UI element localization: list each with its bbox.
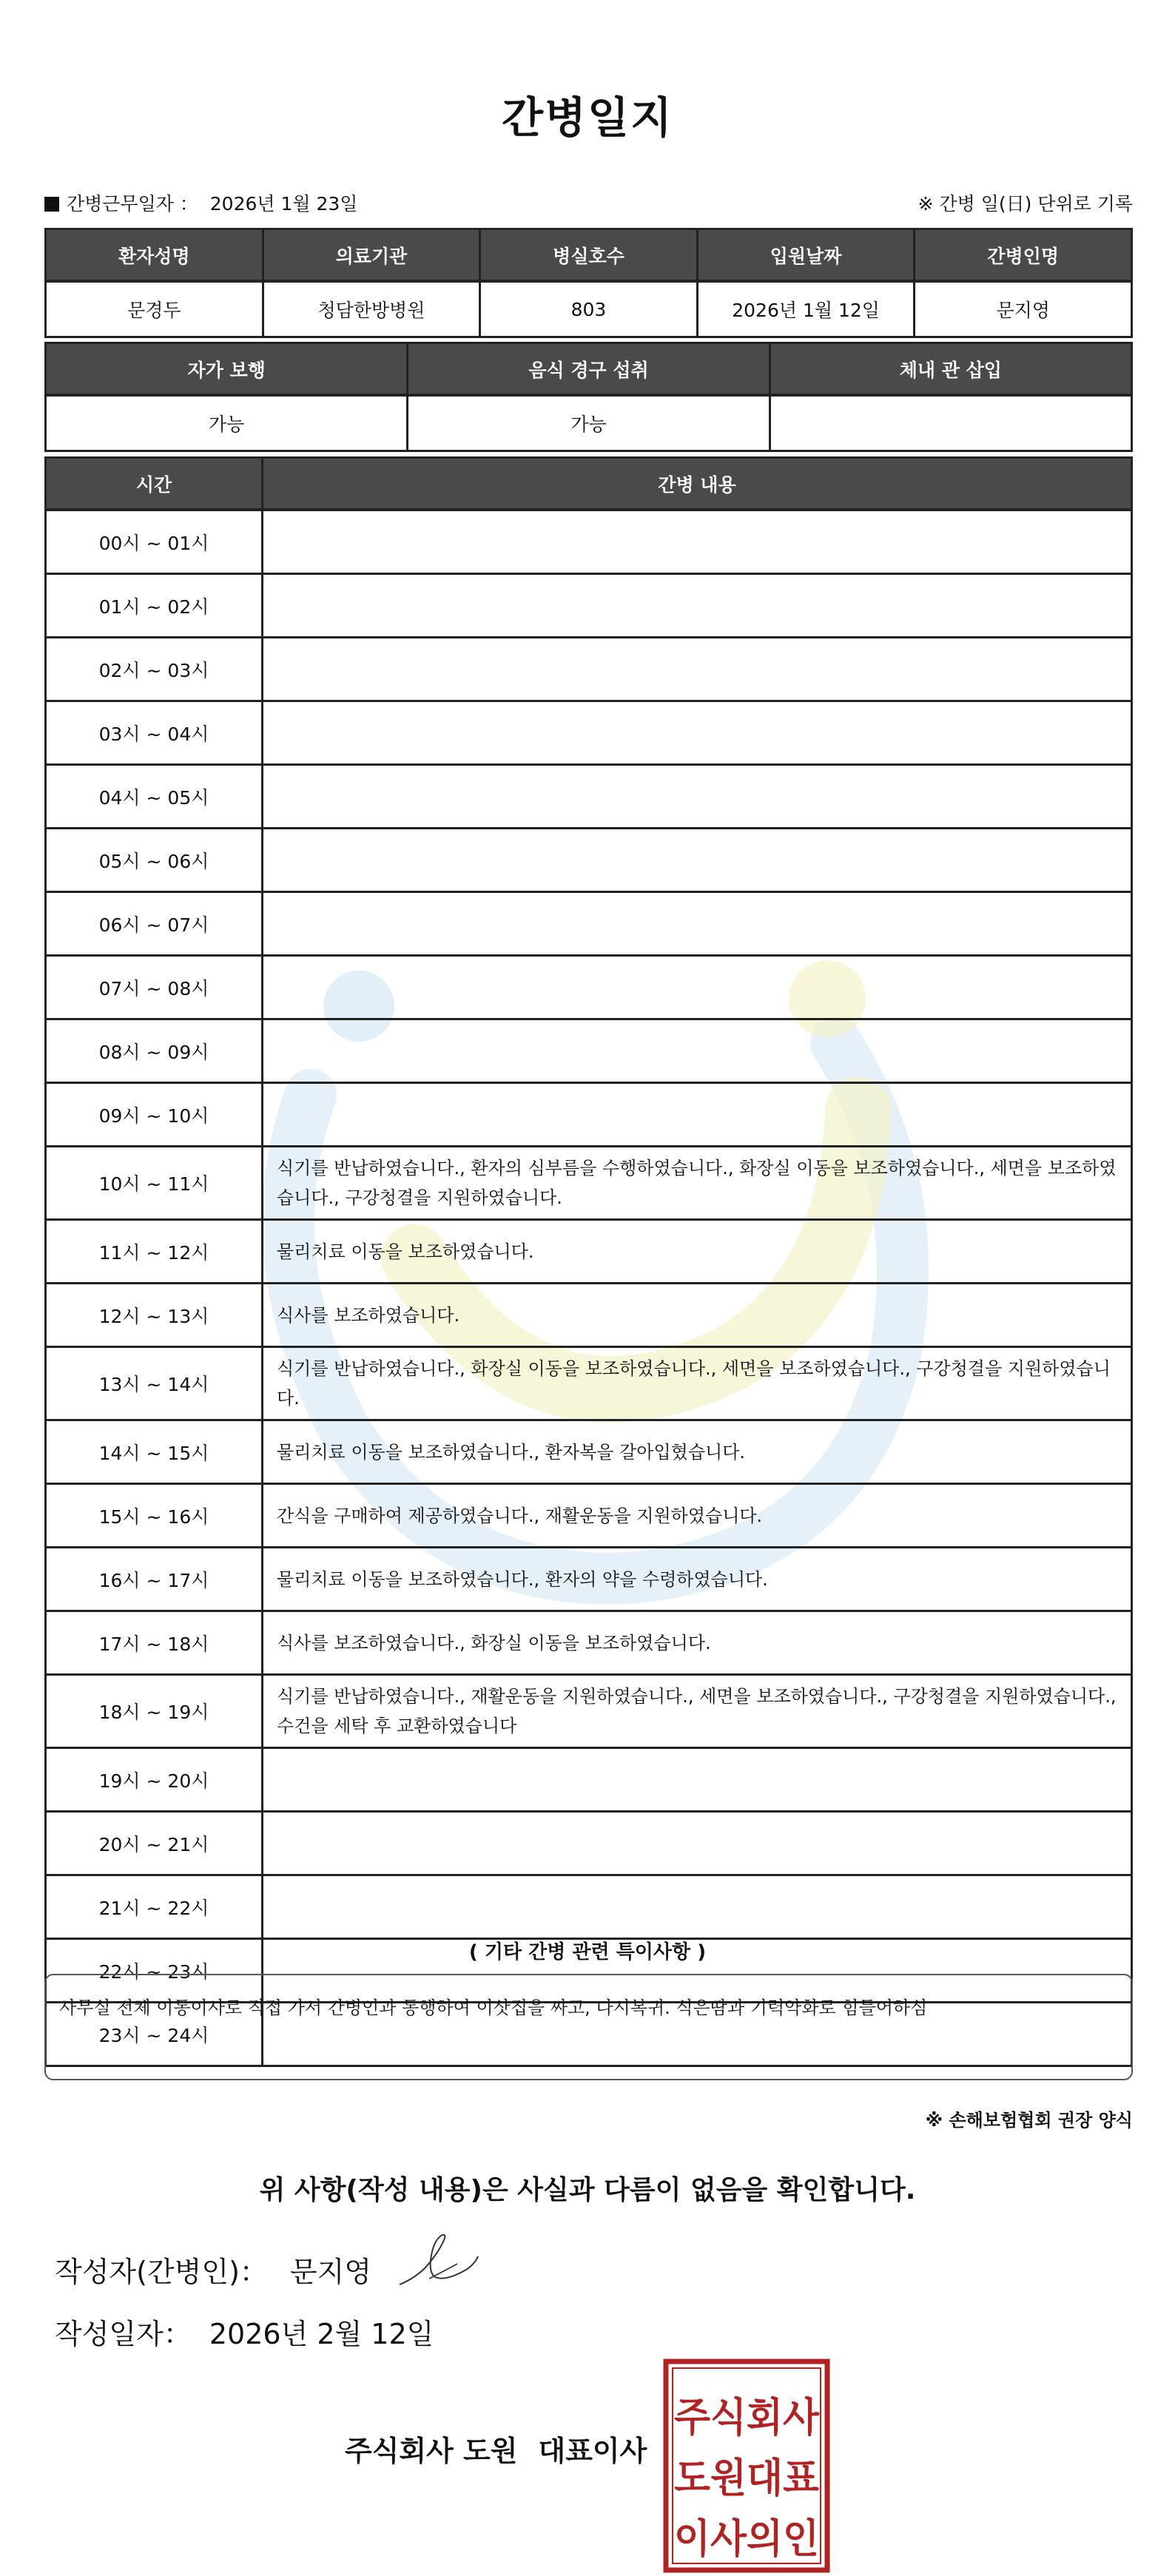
time-slot: 11시 ~ 12시: [46, 1220, 263, 1284]
time-slot: 13시 ~ 14시: [46, 1347, 263, 1420]
care-content: 식기를 반납하였습니다., 화장실 이동을 보조하였습니다., 세면을 보조하였습니다., 구강청결을 지원하였습니다.: [263, 1347, 1132, 1420]
care-content: [263, 829, 1132, 892]
confirmation-statement: 위 사항(작성 내용)은 사실과 다름이 없음을 확인합니다.: [259, 2175, 916, 2205]
header-caregiver: 간병인명: [915, 229, 1132, 282]
hospital-name: 청담한방병원: [263, 281, 480, 337]
oral-intake-value: 가능: [408, 395, 770, 451]
patient-info-table: [44, 228, 1133, 338]
writer-name: 문지영: [289, 2256, 372, 2288]
time-slot: 15시 ~ 16시: [46, 1484, 263, 1548]
time-slot: 12시 ~ 13시: [46, 1284, 263, 1347]
table-row: [46, 1484, 1132, 1548]
company-name: 주식회사 도원: [345, 2435, 518, 2467]
table-row: [46, 1083, 1132, 1147]
care-content: 식기를 반납하였습니다., 환자의 심부름을 수행하였습니다., 화장실 이동을 보조하였습니다., 세면을 보조하였습니다., 구강청결을 지원하였습니다.: [263, 1147, 1132, 1220]
time-slot: 10시 ~ 11시: [46, 1147, 263, 1220]
time-slot: 22시 ~ 23시: [46, 1939, 263, 2003]
svg-text:도원대표: 도원대표: [674, 2455, 819, 2501]
table-row: [46, 701, 1132, 765]
time-slot: 20시 ~ 21시: [46, 1812, 263, 1875]
care-content: [263, 892, 1132, 956]
care-content: [263, 1748, 1132, 1812]
time-slot: 19시 ~ 20시: [46, 1748, 263, 1812]
time-slot: 06시 ~ 07시: [46, 892, 263, 956]
other-notes-text: 사무실 전체 이동이사로 직접 가서 간병인과 동행하여 이삿집을 싸고, 다시복귀. 식은땀과 기력약화로 힘들어하심: [59, 1997, 928, 2018]
svg-text:이사의인: 이사의인: [674, 2515, 819, 2562]
table-row: [46, 1611, 1132, 1675]
care-content: [263, 1083, 1132, 1147]
writer-label: 작성자(간병인)：: [55, 2256, 268, 2288]
time-slot: 23시 ~ 24시: [46, 2003, 263, 2066]
recommend-note: ※ 손해보험협회 권장 양식: [925, 2110, 1133, 2131]
time-slot: 05시 ~ 06시: [46, 829, 263, 892]
work-date: 간병근무일자 ： 2026년 1월 23일: [44, 189, 357, 216]
time-slot: 07시 ~ 08시: [46, 956, 263, 1019]
other-notes-box: [44, 1974, 1133, 2080]
time-slot: 14시 ~ 15시: [46, 1420, 263, 1484]
care-content: 물리치료 이동을 보조하였습니다.: [263, 1220, 1132, 1284]
care-content: [263, 765, 1132, 829]
written-date-value: 2026년 2월 12일: [209, 2318, 434, 2350]
header-hospital: 의료기관: [263, 229, 480, 282]
table-row: [46, 1019, 1132, 1083]
written-date-label: 작성일자：: [55, 2318, 192, 2350]
care-content: [263, 701, 1132, 765]
page-title: 간병일지: [501, 92, 674, 143]
header-oral-intake: 음식 경구 섭취: [408, 343, 770, 396]
table-row: [46, 1812, 1132, 1875]
care-content: 식사를 보조하였습니다., 화장실 이동을 보조하였습니다.: [263, 1611, 1132, 1675]
admission-date: 2026년 1월 12일: [697, 281, 915, 337]
svg-text:주식회사: 주식회사: [674, 2394, 820, 2441]
tube-value: [770, 395, 1131, 451]
table-row: [46, 1284, 1132, 1347]
care-content: 물리치료 이동을 보조하였습니다., 환자복을 갈아입혔습니다.: [263, 1420, 1132, 1484]
time-slot: 17시 ~ 18시: [46, 1611, 263, 1675]
table-row: [46, 510, 1132, 574]
table-row: [46, 1675, 1132, 1748]
header-time: 시간: [46, 458, 263, 510]
writer-line: [55, 2249, 371, 2290]
table-row: [46, 574, 1132, 638]
care-content: 식사를 보조하였습니다.: [263, 1284, 1132, 1347]
table-row: [46, 1147, 1132, 1220]
work-date-value: 2026년 1월 23일: [209, 193, 358, 215]
time-slot: 08시 ~ 09시: [46, 1019, 263, 1083]
time-slot: 09시 ~ 10시: [46, 1083, 263, 1147]
time-slot: 01시 ~ 02시: [46, 574, 263, 638]
header-tube: 체내 관 삽입: [770, 343, 1131, 396]
caregiver-name: 문지영: [915, 281, 1132, 337]
time-slot: 18시 ~ 19시: [46, 1675, 263, 1748]
company-signature-line: [345, 2428, 647, 2469]
care-content: [263, 1875, 1132, 1939]
header-admission-date: 입원날짜: [697, 229, 915, 282]
unit-note: ※ 간병 일(日) 단위로 기록: [918, 193, 1133, 215]
table-row: [46, 1347, 1132, 1420]
square-bullet-icon: [44, 197, 59, 212]
time-slot: 00시 ~ 01시: [46, 510, 263, 574]
care-content: [263, 1812, 1132, 1875]
signature-image: [392, 2227, 481, 2293]
care-content: [263, 956, 1132, 1019]
table-row: [46, 1220, 1132, 1284]
time-slot: 03시 ~ 04시: [46, 701, 263, 765]
table-row: [46, 1748, 1132, 1812]
care-content: [263, 1019, 1132, 1083]
care-content: [263, 510, 1132, 574]
table-row: [46, 892, 1132, 956]
table-row: [46, 1420, 1132, 1484]
other-notes-title: ( 기타 간병 관련 특이사항 ): [468, 1941, 707, 1963]
table-row: [46, 956, 1132, 1019]
care-content: 식기를 반납하였습니다., 재활운동을 지원하였습니다., 세면을 보조하였습니다., 구강청결을 지원하였습니다., 수건을 세탁 후 교환하였습니다: [263, 1675, 1132, 1748]
header-walking: 자가 보행: [46, 343, 408, 396]
time-slot: 02시 ~ 03시: [46, 638, 263, 701]
ceo-title: 대표이사: [538, 2435, 647, 2467]
header-care-content: 간병 내용: [263, 458, 1132, 510]
header-patient-name: 환자성명: [46, 229, 263, 282]
patient-name: 문경두: [46, 281, 263, 337]
table-row: [46, 765, 1132, 829]
walking-value: 가능: [46, 395, 408, 451]
header-room: 병실호수: [480, 229, 698, 282]
patient-status-table: [44, 342, 1133, 452]
care-log-table: [44, 456, 1133, 2067]
care-content: 간식을 구매하여 제공하였습니다., 재활운동을 지원하였습니다.: [263, 1484, 1132, 1548]
care-content: [263, 638, 1132, 701]
time-slot: 16시 ~ 17시: [46, 1548, 263, 1611]
table-row: [46, 829, 1132, 892]
care-content: 물리치료 이동을 보조하였습니다., 환자의 약을 수령하였습니다.: [263, 1548, 1132, 1611]
time-slot: 21시 ~ 22시: [46, 1875, 263, 1939]
room-number: 803: [480, 281, 698, 337]
written-date-line: [55, 2311, 434, 2352]
time-slot: 04시 ~ 05시: [46, 765, 263, 829]
company-seal-stamp: [663, 2358, 830, 2573]
table-row: [46, 638, 1132, 701]
table-row: [46, 1548, 1132, 1611]
table-row: [46, 1875, 1132, 1939]
care-content: [263, 574, 1132, 638]
